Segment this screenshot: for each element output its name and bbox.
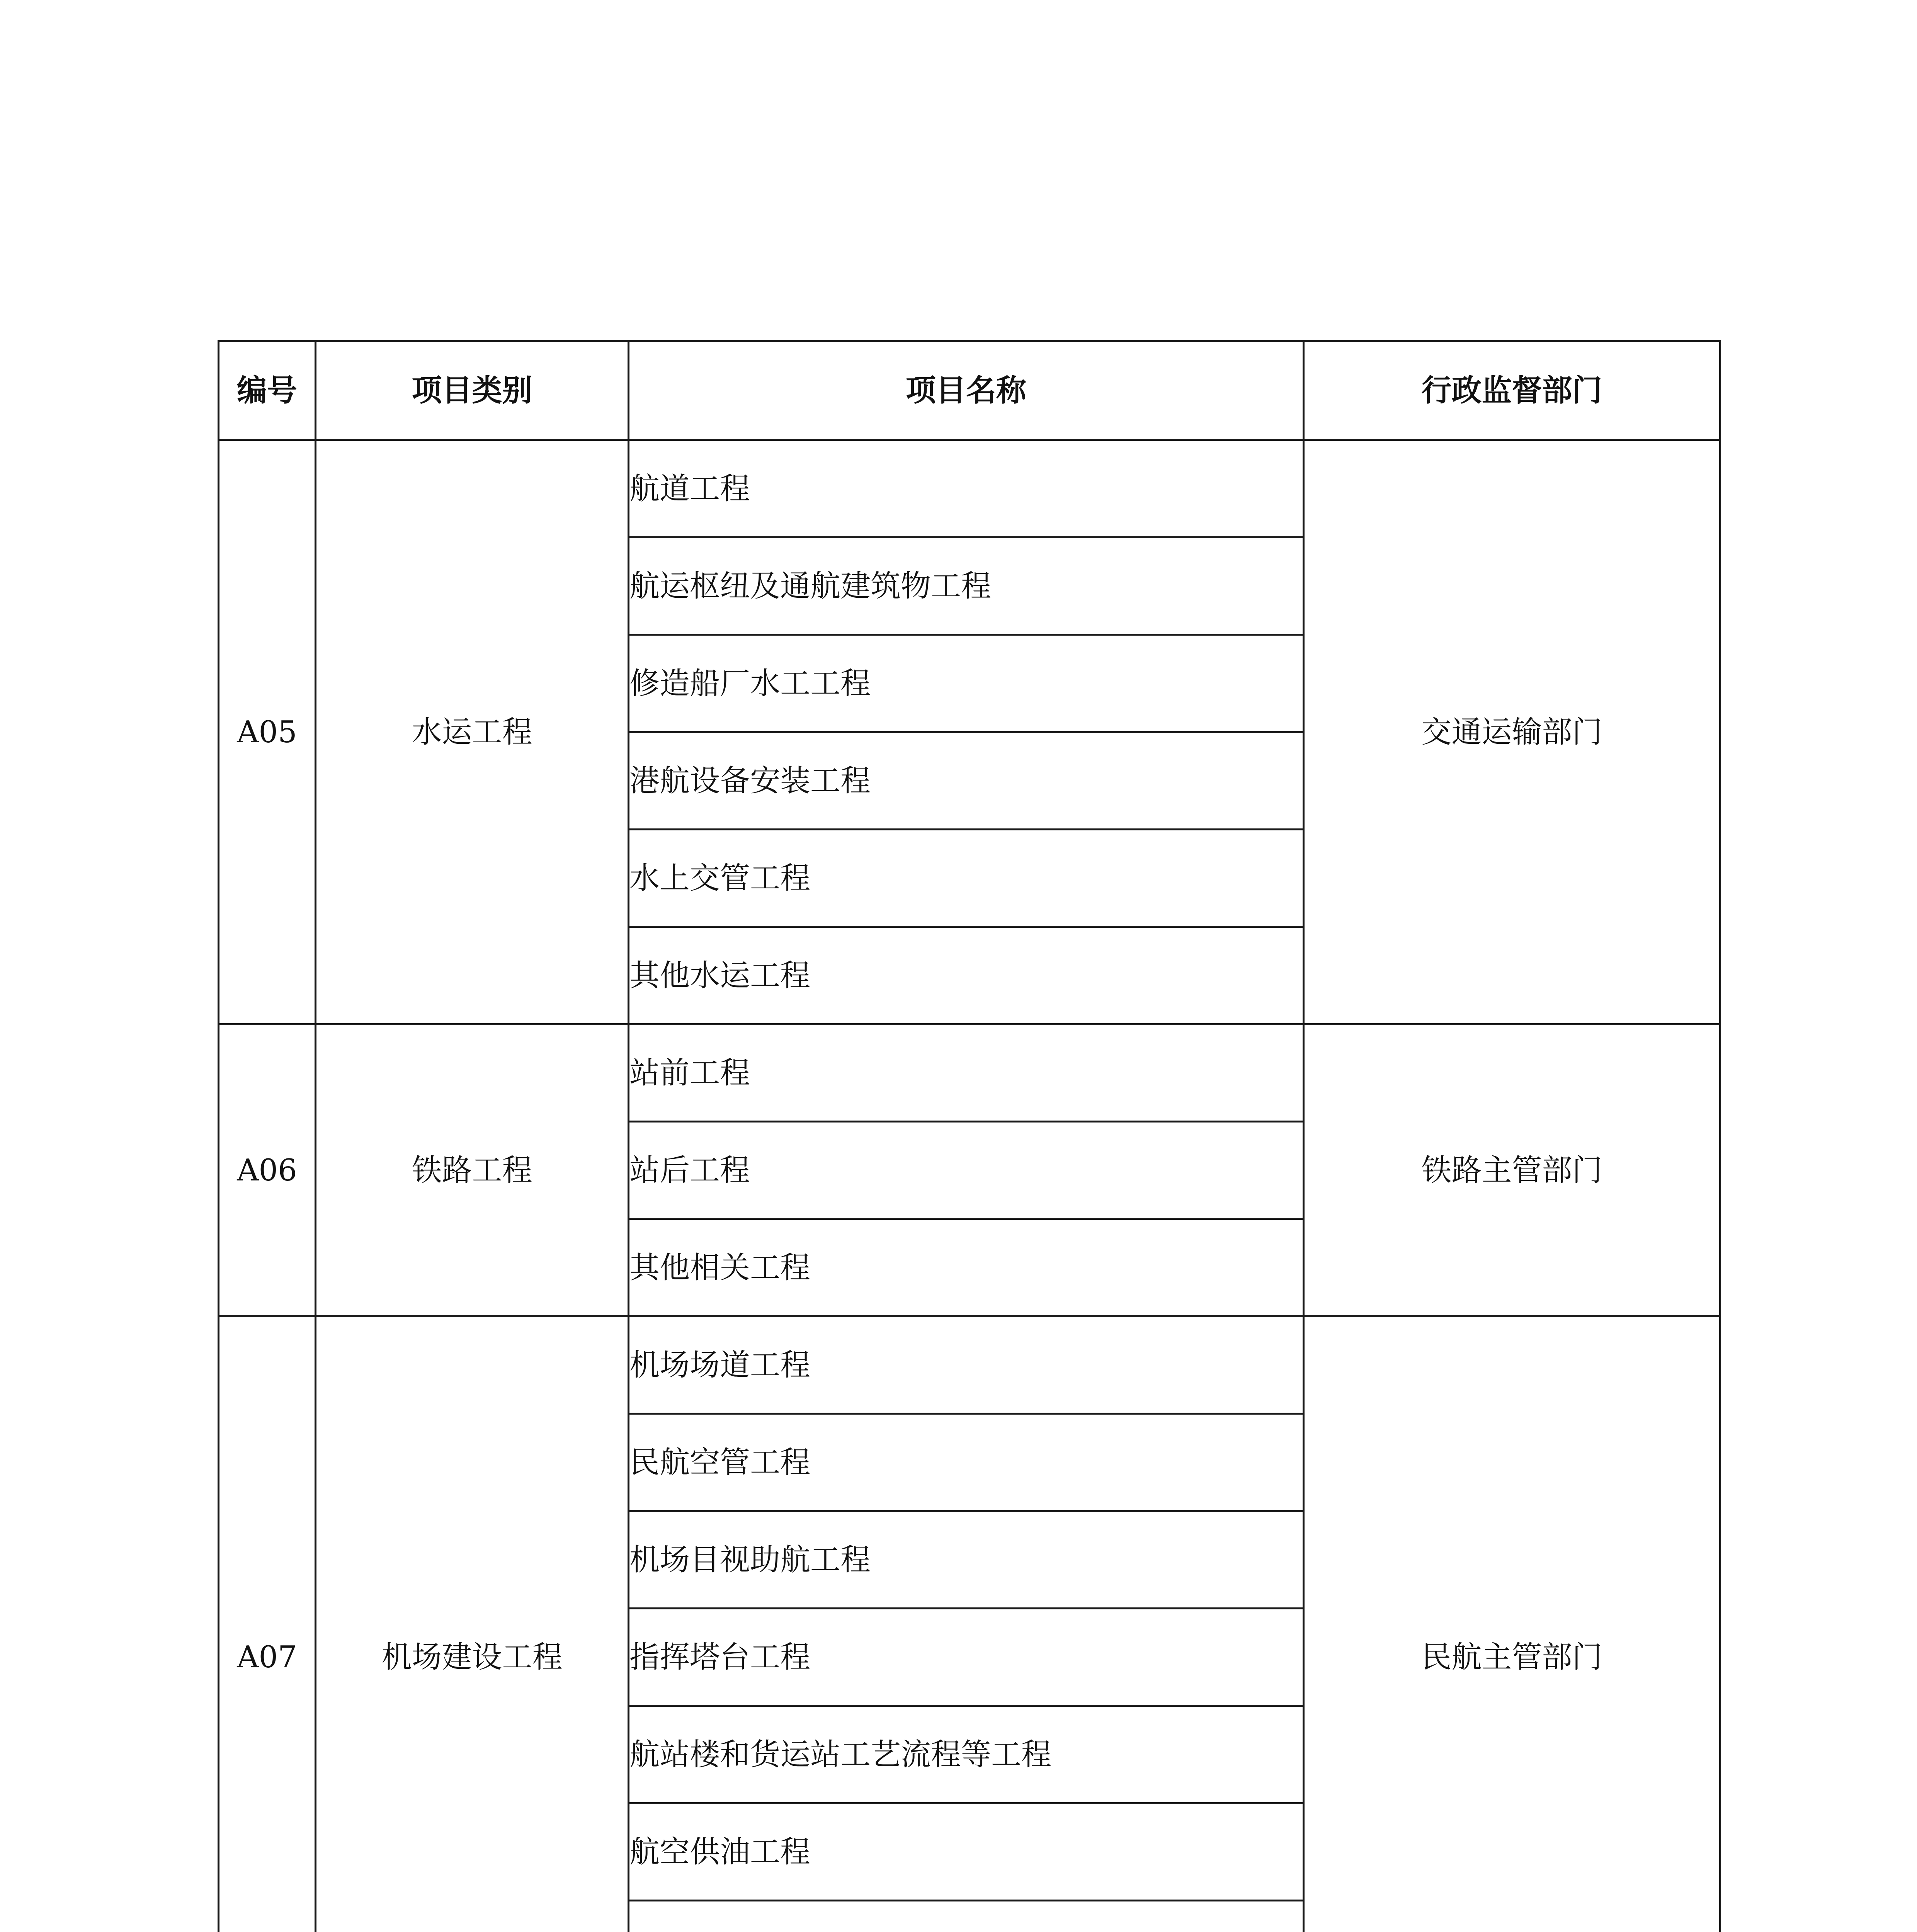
- table-header-row: [219, 341, 1720, 440]
- table-row: [219, 1316, 1720, 1414]
- group-department: 交通运输部门: [1304, 440, 1720, 1024]
- project-name: 站后工程: [629, 1122, 1304, 1219]
- header-category: 项目类别: [316, 341, 629, 440]
- table-row: [219, 1024, 1720, 1122]
- header-department: 行政监督部门: [1304, 341, 1720, 440]
- group-category: 机场建设工程: [316, 1316, 629, 1932]
- project-name: 站前工程: [629, 1024, 1304, 1122]
- header-code: 编号: [219, 341, 316, 440]
- group-category: 铁路工程: [316, 1024, 629, 1316]
- group-code: A05: [219, 440, 316, 1024]
- group-department: 民航主管部门: [1304, 1316, 1720, 1932]
- project-name: 修造船厂水工工程: [629, 635, 1304, 732]
- group-department: 铁路主管部门: [1304, 1024, 1720, 1316]
- table-row: [219, 440, 1720, 537]
- group-code: A07: [219, 1316, 316, 1932]
- project-name: 航站楼和货运站工艺流程等工程: [629, 1706, 1304, 1803]
- project-name: 航空供油工程: [629, 1803, 1304, 1901]
- project-name: [629, 1901, 1304, 1932]
- project-name: 航运枢纽及通航建筑物工程: [629, 537, 1304, 635]
- project-table: [218, 340, 1721, 1932]
- group-category: 水运工程: [316, 440, 629, 1024]
- project-name: 机场场道工程: [629, 1316, 1304, 1414]
- header-project-name: 项目名称: [629, 341, 1304, 440]
- project-name: 港航设备安装工程: [629, 732, 1304, 830]
- group-code: A06: [219, 1024, 316, 1316]
- project-name: 水上交管工程: [629, 830, 1304, 927]
- project-name: 航道工程: [629, 440, 1304, 537]
- project-name: 民航空管工程: [629, 1414, 1304, 1511]
- project-name: 其他水运工程: [629, 927, 1304, 1024]
- project-name: 指挥塔台工程: [629, 1609, 1304, 1706]
- project-name: 其他相关工程: [629, 1219, 1304, 1316]
- project-name: 机场目视助航工程: [629, 1511, 1304, 1609]
